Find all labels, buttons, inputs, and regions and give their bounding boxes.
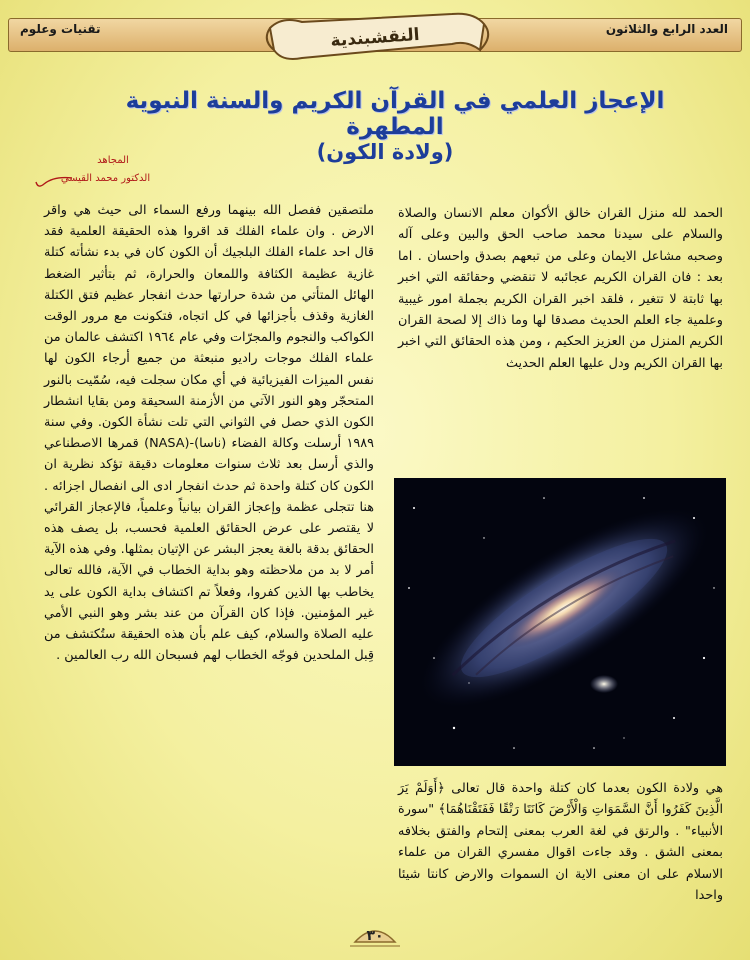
main-paragraph: ملتصقين ففصل الله بينهما ورفع السماء الى حيث هي واقر الارض . وان علماء الفلك قد اقروا هذه الحقيقة العلمية فقد قال احد علماء الفلك البلجيك أن الكون كان في بدء نشأته كتلة غازية عظيمة الكثافة واللمعان والحرارة، ثم بتأثير الضغط الهائل المتأتي من شدة حرارتها حدث انفجار عظيم فتق الكتلة الغازية وقذف بأجزائها في كل اتجاه، فتكونت مع مرور الوقت الكواكب والنجوم والمجرّات وفي عام ١٩٦٤ اكتشف عالمان من علماء الفلك موجات راديو منبعثة من جميع أرجاء الكون لها نفس الميزات الفيزيائية في أي مكان سجلت فيه، سُمّيت بالنور المتحجّر وهو النور الآتي من الأزمنة السحيقة ومن بقايا انشطار الكون الذي حصل في الثواني التي تلت نشأة الكون. وفي سنة ١٩٨٩ أرسلت وكالة الفضاء (ناسا)-(NASA) قمرها الاصطناعي والذي أرسل بعد ثلاث سنوات معلومات دقيقة تؤكد نظرية ان الكون كان كتلة واحدة ثم حدث انفجار ادى الى انفصال اجزائه . هنا تتجلى عظمة وإعجاز القران بيانياً وعلمياً، فالإعجاز القرائي لا يقتصر على عرض الحقائق العلمية فحسب، بل يصف هذه الحقائق بدقة بالغة يعجز البشر عن الإتيان بمثلها. وفي هذه الآية أمر لا بد من ملاحظته وهو بداية الخطاب في الآية، فالله تعالى يخاطب بها الذين كفروا، وفعلاً تم اكتشاف بداية الكون على يد غير المؤمنين. فإذا كان القرآن من عند بشر وهو النبي الأمي عليه الصلاة والسلام، كيف علم بأن هذه الحقيقة ستُكتشف من قِبل الملحدين فوجّه الخطاب لهم فسبحان الله رب العالمين .: [44, 203, 374, 664]
galaxy-image: [394, 478, 726, 766]
author-name: الدكتور محمد القيسي: [60, 173, 151, 184]
author-prefix: المجاهد: [97, 155, 129, 166]
verse-paragraph: هي ولادة الكون بعدما كان كتلة واحدة قال تعالى ﴿أَوَلَمْ يَرَ الَّذِينَ كَفَرُوا أَنَّ السَّمَوَاتِ وَالْأَرْضَ كَانَتَا رَتْقًا فَفَتَقْنَاهُمَا﴾ "سورة الأنبياء" . والرتق في لغة العرب بمعنى إلتحام والفتق بخلافه بمعنى الشق . وقد جاءت اقوال مفسري القران من علماء الاسلام على ان معنى الاية ان السموات والارض كانتا شيئا واحدا: [398, 781, 723, 904]
section-label: تقنيات وعلوم: [20, 22, 101, 36]
right-column-top: [398, 203, 723, 374]
magazine-name: النقشبندية: [329, 24, 421, 52]
right-column-bottom: [398, 778, 723, 906]
page-number: ٣٠: [366, 928, 384, 944]
article-title: الإعجاز العلمي في القرآن الكريم والسنة النبوية المطهرة: [125, 88, 665, 140]
signature-flourish: [34, 174, 74, 192]
left-column: [44, 200, 374, 666]
article-subtitle: (ولادة الكون): [316, 140, 454, 164]
issue-label: العدد الرابع والثلاثون: [605, 22, 728, 36]
intro-paragraph: الحمد لله منزل القران خالق الأكوان معلم الانسان والصلاة والسلام على سيدنا محمد صاحب الحق والبين وعلى آله وصحبه مشاعل الايمان وعلى من تبعهم بصدق واحسان . اما بعد : فان القران الكريم عجائبه لا تنقضي وحقائقه التي اخبر بها ثابتة لا تتغير ، فلقد اخبر القران الكريم بجملة امور غيبية وعلمية جاء العلم الحديث مصدقا لها وما ذاك إلا لصحة القران الكريم المنزل من العزيز الحكيم ، ومن هذه الحقائق التي اخبر بها القران الكريم ودل عليها العلم الحديث: [398, 206, 723, 371]
